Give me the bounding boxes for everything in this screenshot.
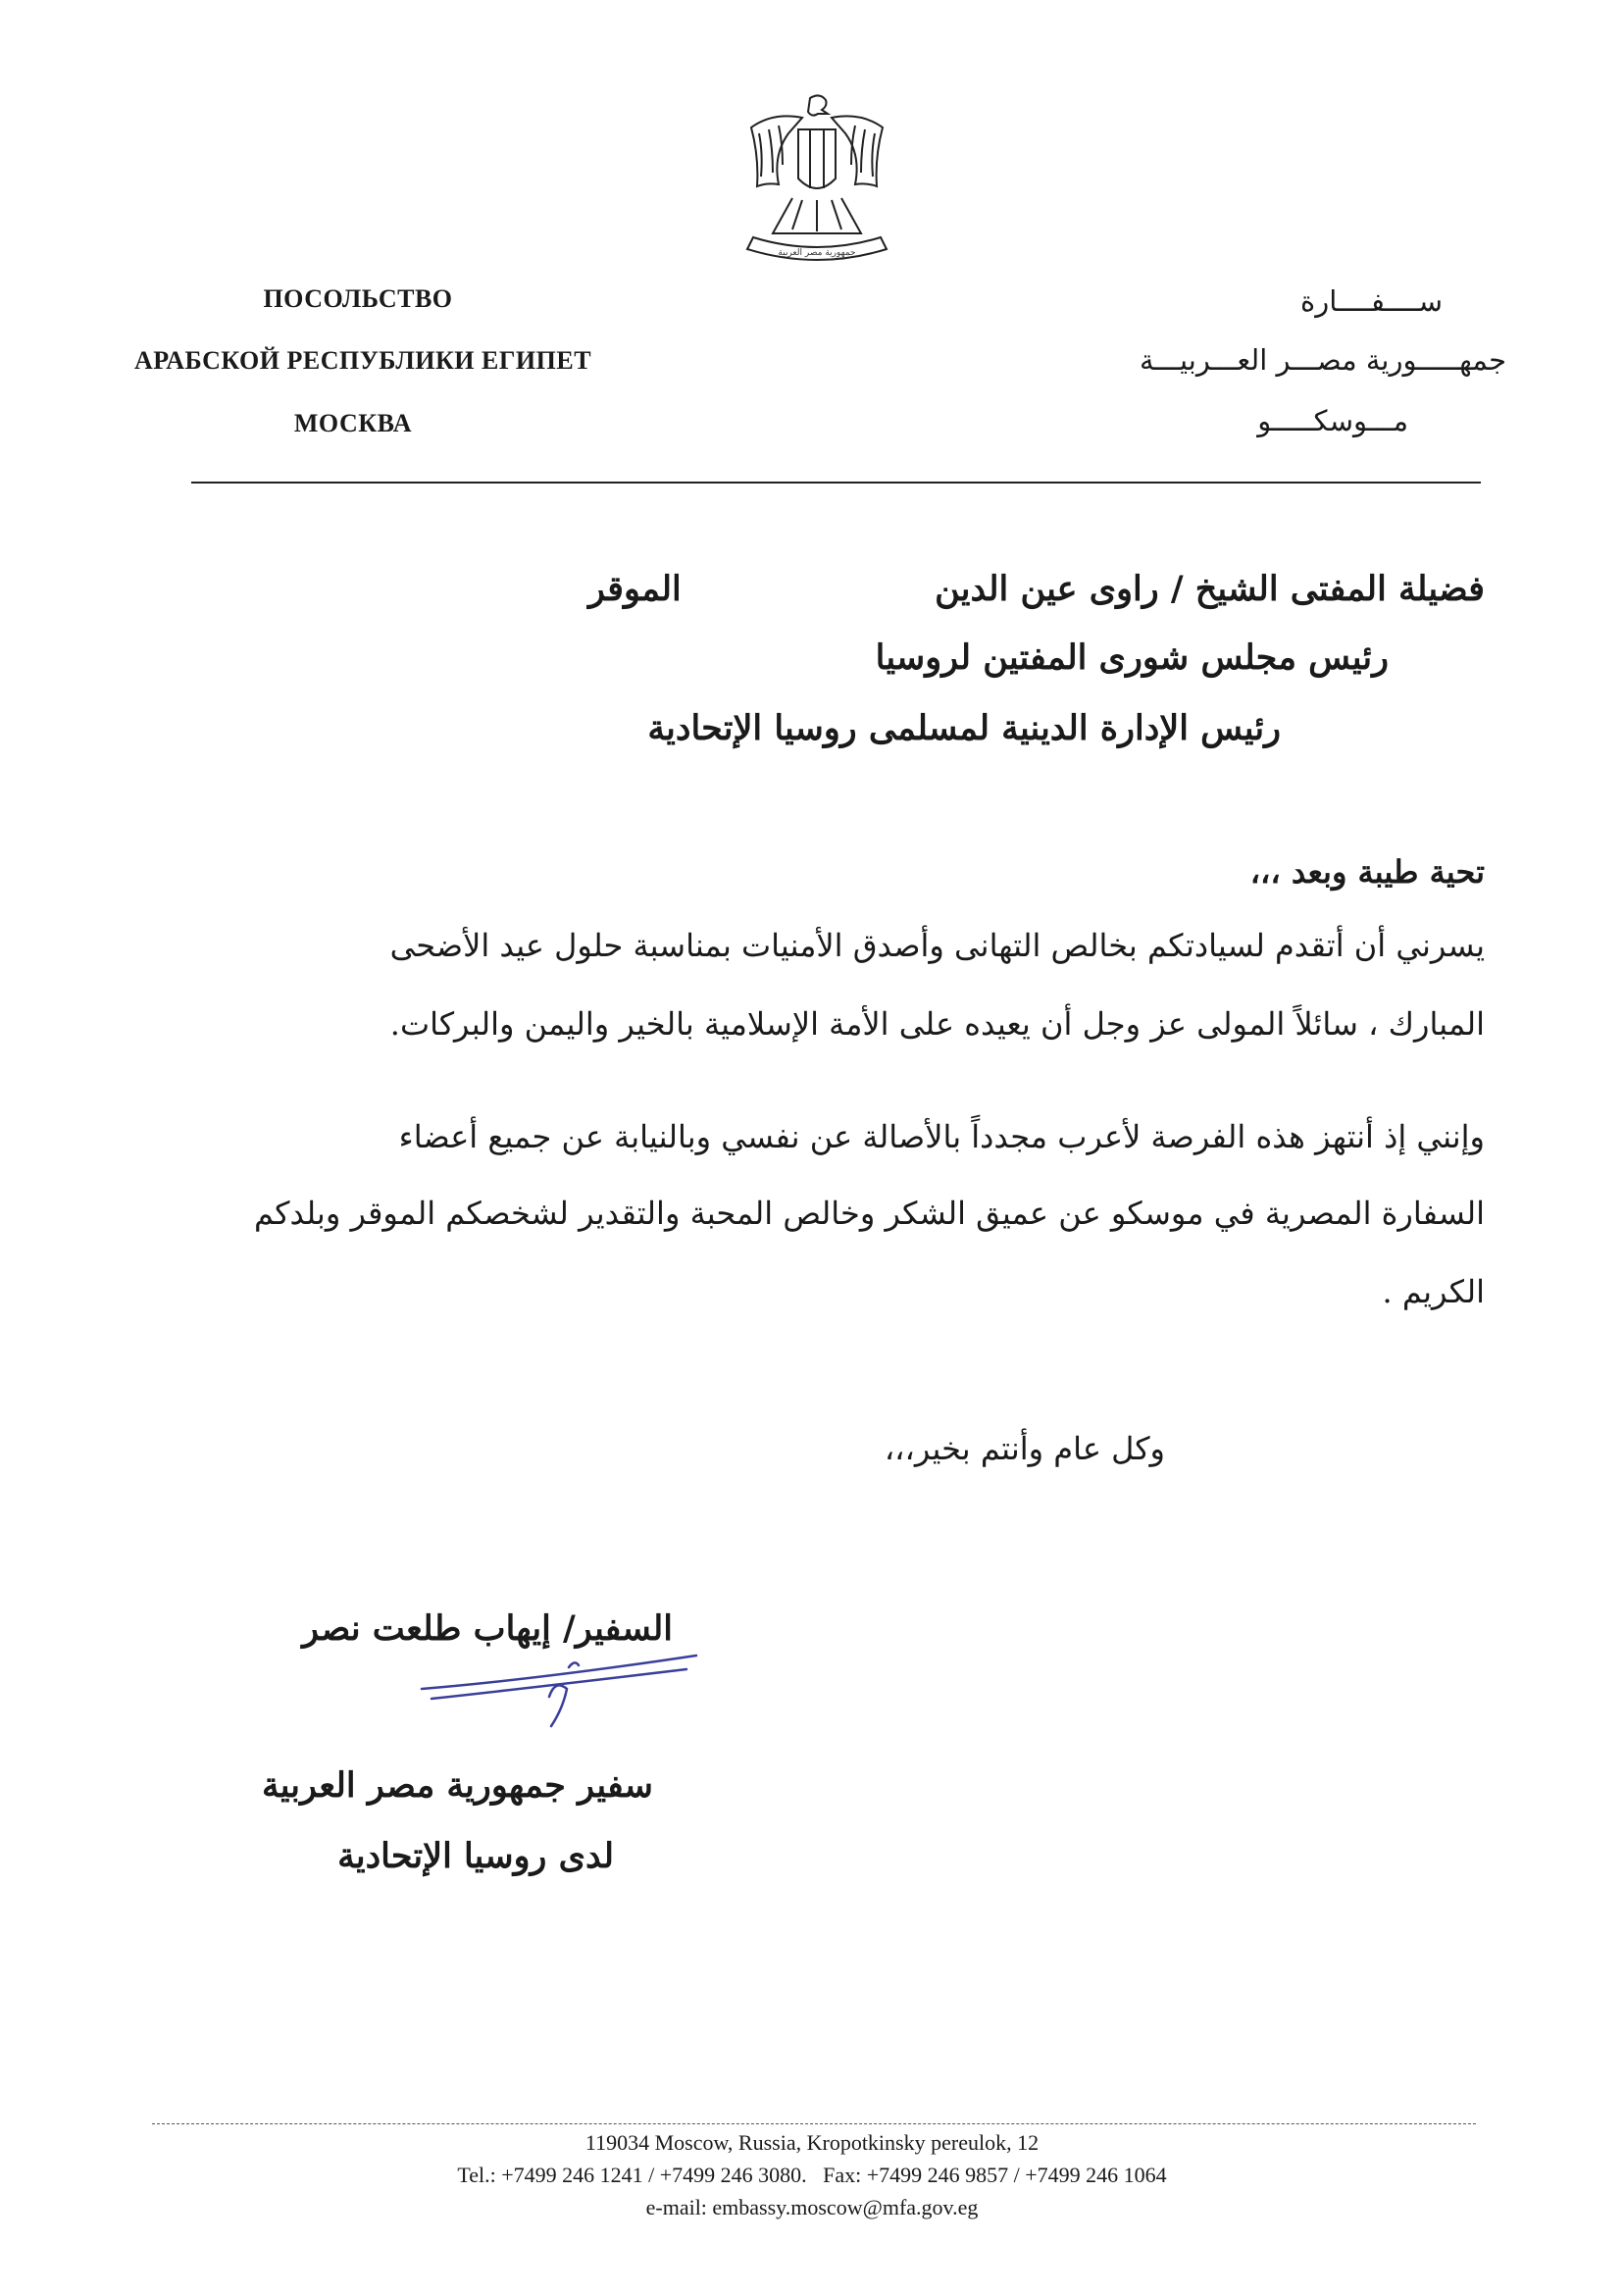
city-label-russian: МОСКВА [293, 409, 413, 437]
closing-greeting: وكل عام وأنتم بخير،،، [884, 1430, 1165, 1467]
paragraph-2-line-1: وإنني إذ أنتهز هذه الفرصة لأعرب مجدداً بالأصالة عن نفسي وبالنيابة عن جميع أعضاء [398, 1118, 1485, 1155]
ambassador-title-1: سفير جمهورية مصر العربية [261, 1765, 653, 1806]
footer-phones: Tel.: +7499 246 1241 / +7499 246 3080. Fax: +7499 246 9857 / +7499 246 1064 [457, 2163, 1167, 2187]
addressee-honorific: الموقر [588, 569, 682, 609]
addressee-title-1: رئيس مجلس شورى المفتين لروسيا [875, 637, 1389, 678]
greeting: تحية طيبة وبعد ،،، [1249, 853, 1485, 891]
footer-email: e-mail: embassy.moscow@mfa.gov.eg [645, 2195, 979, 2219]
header-divider [191, 482, 1481, 484]
country-label-arabic: جمهـــــورية مصـــر العـــربيـــة [1140, 343, 1506, 377]
footer-address: 119034 Moscow, Russia, Kropotkinsky pereulok, 12 [584, 2130, 1040, 2155]
paragraph-1-line-1: يسرني أن أتقدم لسيادتكم بخالص التهانى وأصدق الأمنيات بمناسبة حلول عيد الأضحى [389, 927, 1485, 964]
svg-text:جمهورية مصر العربية: جمهورية مصر العربية [778, 248, 856, 258]
embassy-label-russian: ПОСОЛЬСТВО [263, 284, 453, 313]
paragraph-2-line-2: السفارة المصرية في موسكو عن عميق الشكر وخالص المحبة والتقدير لشخصكم الموقر وبلدكم [254, 1195, 1485, 1232]
ambassador-title-2: لدى روسيا الإتحادية [337, 1836, 614, 1876]
city-label-arabic: مـــوسكـــــو [1257, 404, 1408, 437]
addressee-name: فضيلة المفتى الشيخ / راوى عين الدين [935, 569, 1485, 609]
ambassador-name: السفير/ إيهاب طلعت نصر [302, 1608, 673, 1649]
addressee-title-2: رئيس الإدارة الدينية لمسلمى روسيا الإتحادية [647, 708, 1281, 748]
paragraph-1-line-2: المبارك ، سائلاً المولى عز وجل أن يعيده على الأمة الإسلامية بالخير واليمن والبركات. [389, 1005, 1485, 1043]
eagle-of-saladin-emblem-icon [734, 90, 900, 269]
handwritten-signature [402, 1628, 716, 1756]
paragraph-2-line-3: الكريم . [1382, 1273, 1485, 1310]
footer-divider [152, 2123, 1476, 2124]
country-label-russian: АРАБСКОЙ РЕСПУБЛИКИ ЕГИПЕТ [133, 346, 592, 375]
embassy-label-arabic: ســــفــــارة [1300, 284, 1443, 318]
